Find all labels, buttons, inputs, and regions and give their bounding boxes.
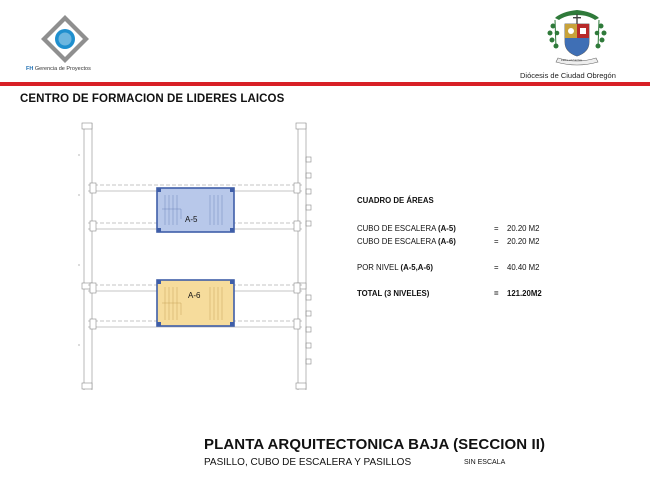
brand-name: FH Gerencia de Proyectos bbox=[26, 66, 91, 72]
plan-subtitle: PASILLO, CUBO DE ESCALERA Y PASILLOS bbox=[204, 457, 412, 468]
plan-title: PLANTA ARQUITECTONICA BAJA (SECCION II) bbox=[204, 436, 546, 453]
floor-plan-drawing bbox=[70, 115, 330, 405]
diocese-name: Diócesis de Ciudad Obregón bbox=[520, 71, 616, 80]
areas-table-title: CUADRO DE ÁREAS bbox=[357, 196, 434, 205]
room-a5 bbox=[157, 188, 234, 232]
room-a6 bbox=[157, 280, 234, 326]
room-label-a6: A-6 bbox=[188, 291, 201, 300]
header-divider bbox=[0, 82, 650, 86]
scale-note: SIN ESCALA bbox=[464, 459, 506, 466]
room-label-a5: A-5 bbox=[185, 215, 198, 224]
seal-motto: Fides et Caritas bbox=[561, 58, 583, 62]
project-title: CENTRO DE FORMACION DE LIDERES LAICOS bbox=[20, 93, 285, 105]
fh-logo-icon bbox=[40, 14, 90, 64]
